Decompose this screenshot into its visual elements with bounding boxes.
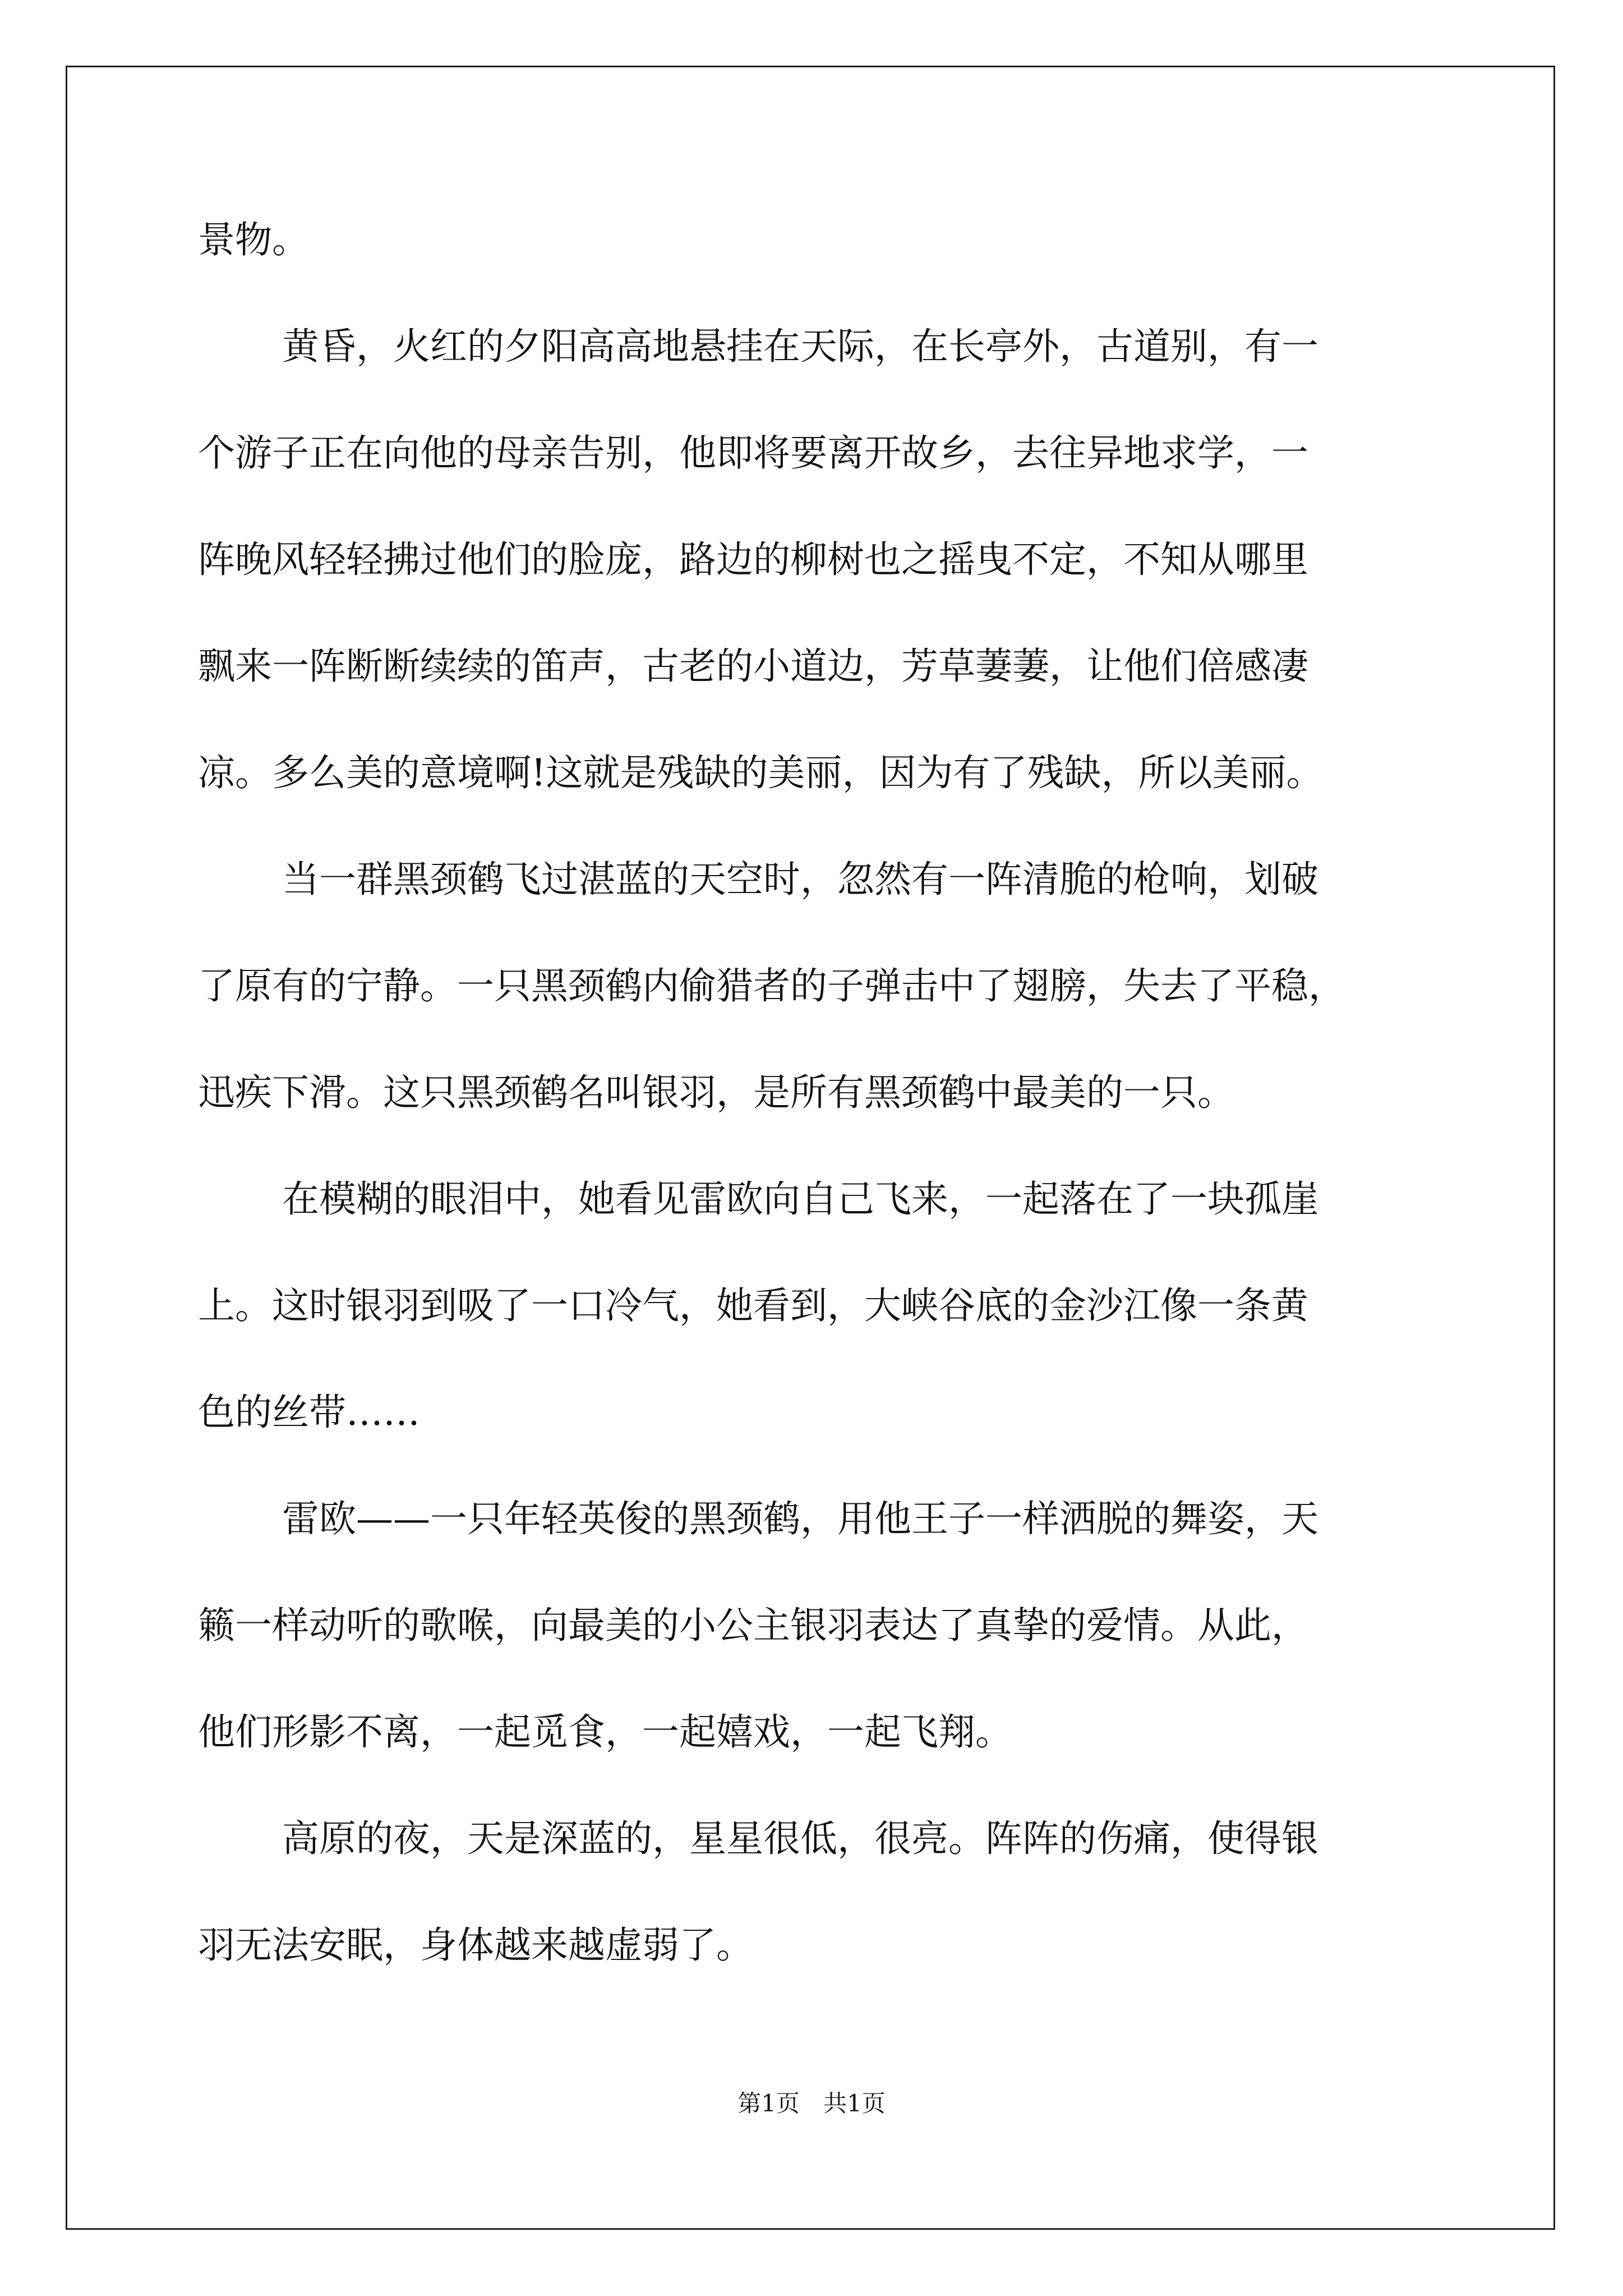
text-line: 迅疾下滑。这只黑颈鹤名叫银羽，是所有黑颈鹤中最美的一只。 (198, 1071, 1234, 1114)
text-line: 凉。多么美的意境啊!这就是残缺的美丽，因为有了残缺，所以美丽。 (198, 751, 1324, 794)
text-line: 阵晚风轻轻拂过他们的脸庞，路边的柳树也之摇曳不定，不知从哪里 (198, 538, 1308, 581)
text-line: 景物。 (198, 218, 309, 261)
page-border (66, 66, 1555, 2230)
text-line: 当一群黑颈鹤飞过湛蓝的天空时，忽然有一阵清脆的枪响，划破 (282, 858, 1318, 901)
text-line: 飘来一阵断断续续的笛声，古老的小道边，芳草萋萋，让他们倍感凄 (198, 645, 1308, 688)
text-line: 色的丝带…… (198, 1391, 420, 1434)
text-line: 上。这时银羽到吸了一口冷气，她看到，大峡谷底的金沙江像一条黄 (198, 1284, 1308, 1327)
text-line: 籁一样动听的歌喉，向最美的小公主银羽表达了真挚的爱情。从此， (198, 1604, 1308, 1647)
text-line: 黄昏，火红的夕阳高高地悬挂在天际，在长亭外，古道别，有一 (282, 325, 1318, 368)
text-line: 了原有的宁静。一只黑颈鹤内偷猎者的子弹击中了翅膀，失去了平稳， (198, 964, 1345, 1007)
text-line: 个游子正在向他的母亲告别，他即将要离开故乡，去往异地求学，一 (198, 431, 1308, 475)
text-line: 羽无法安眠，身体越来越虚弱了。 (198, 1924, 753, 1967)
text-line: 雷欧——一只年轻英俊的黑颈鹤，用他王子一样洒脱的舞姿，天 (282, 1497, 1318, 1540)
text-line: 他们形影不离，一起觅食，一起嬉戏，一起飞翔。 (198, 1710, 1012, 1754)
page-number-footer: 第1页 共1页 (737, 2090, 886, 2117)
text-line: 高原的夜，天是深蓝的，星星很低，很亮。阵阵的伤痛，使得银 (282, 1817, 1318, 1860)
text-line: 在模糊的眼泪中，她看见雷欧向自己飞来，一起落在了一块孤崖 (282, 1177, 1318, 1221)
